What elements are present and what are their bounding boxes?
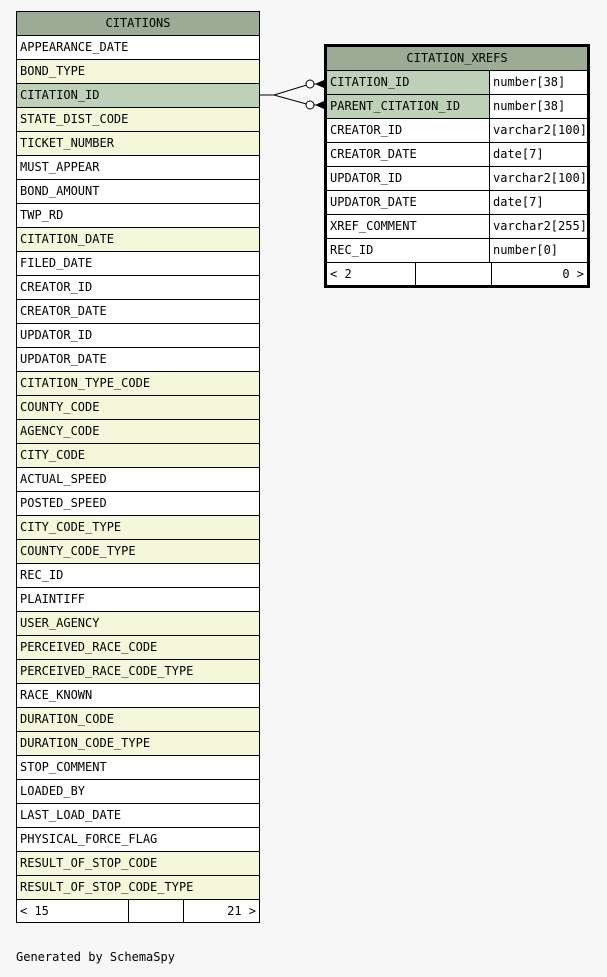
column-name: UPDATOR_DATE xyxy=(20,352,107,366)
column-name: RESULT_OF_STOP_CODE xyxy=(20,856,158,870)
arrowhead-icon xyxy=(315,80,324,88)
citation-xrefs-child-count[interactable]: 0 > xyxy=(491,263,587,285)
column-name: TWP_RD xyxy=(20,208,64,222)
arrowhead-icon xyxy=(315,101,324,109)
column-name: RACE_KNOWN xyxy=(20,688,93,702)
citations-child-count[interactable]: 21 > xyxy=(183,900,259,922)
column-name: CREATOR_ID xyxy=(20,280,93,294)
column-type: date[7] xyxy=(490,143,587,166)
column-name: CITY_CODE_TYPE xyxy=(20,520,122,534)
column-name: PARENT_CITATION_ID xyxy=(327,95,490,118)
zero-or-many-marker xyxy=(306,80,314,88)
column-name: TICKET_NUMBER xyxy=(20,136,114,150)
column-type: number[0] xyxy=(490,239,587,262)
column-name: STATE_DIST_CODE xyxy=(20,112,129,126)
column-type: number[38] xyxy=(490,71,587,94)
column-name: CREATOR_DATE xyxy=(20,304,107,318)
column-type: varchar2[100] xyxy=(490,119,587,142)
column-name: DURATION_CODE_TYPE xyxy=(20,736,151,750)
column-name: APPEARANCE_DATE xyxy=(20,40,129,54)
column-name: USER_AGENCY xyxy=(20,616,100,630)
zero-or-many-marker xyxy=(306,101,314,109)
column-name: COUNTY_CODE_TYPE xyxy=(20,544,136,558)
column-name: AGENCY_CODE xyxy=(20,424,100,438)
citations-table-title: CITATIONS xyxy=(17,12,259,36)
column-type: date[7] xyxy=(490,191,587,214)
column-name: CITATION_DATE xyxy=(20,232,114,246)
column-name: PERCEIVED_RACE_CODE_TYPE xyxy=(20,664,194,678)
column-name: MUST_APPEAR xyxy=(20,160,100,174)
column-name: DURATION_CODE xyxy=(20,712,114,726)
column-type: varchar2[100] xyxy=(490,167,587,190)
column-name: CITATION_TYPE_CODE xyxy=(20,376,151,390)
column-name: CITATION_ID xyxy=(327,71,490,94)
column-name: CREATOR_DATE xyxy=(327,143,490,166)
column-name: BOND_TYPE xyxy=(20,64,86,78)
column-type: number[38] xyxy=(490,95,587,118)
column-name: STOP_COMMENT xyxy=(20,760,107,774)
column-name: CREATOR_ID xyxy=(327,119,490,142)
column-name: POSTED_SPEED xyxy=(20,496,107,510)
column-name: REC_ID xyxy=(20,568,64,582)
citations-parent-count[interactable]: < 15 xyxy=(20,904,49,918)
column-name: PLAINTIFF xyxy=(20,592,86,606)
column-name: PHYSICAL_FORCE_FLAG xyxy=(20,832,158,846)
column-type: varchar2[255] xyxy=(490,215,587,238)
column-name: XREF_COMMENT xyxy=(327,215,490,238)
column-name: LOADED_BY xyxy=(20,784,86,798)
generated-by-credit: Generated by SchemaSpy xyxy=(16,950,175,964)
column-name: CITY_CODE xyxy=(20,448,86,462)
column-name: UPDATOR_DATE xyxy=(327,191,490,214)
column-name: COUNTY_CODE xyxy=(20,400,100,414)
column-name: REC_ID xyxy=(327,239,490,262)
column-name: ACTUAL_SPEED xyxy=(20,472,107,486)
citation-xrefs-table-title: CITATION_XREFS xyxy=(327,47,587,71)
citation-xrefs-parent-count[interactable]: < 2 xyxy=(330,267,352,281)
column-name: LAST_LOAD_DATE xyxy=(20,808,122,822)
column-name: PERCEIVED_RACE_CODE xyxy=(20,640,158,654)
column-name: CITATION_ID xyxy=(20,88,100,102)
column-name: UPDATOR_ID xyxy=(20,328,93,342)
column-name: UPDATOR_ID xyxy=(327,167,490,190)
column-name: BOND_AMOUNT xyxy=(20,184,100,198)
column-name: FILED_DATE xyxy=(20,256,93,270)
column-name: RESULT_OF_STOP_CODE_TYPE xyxy=(20,880,194,894)
